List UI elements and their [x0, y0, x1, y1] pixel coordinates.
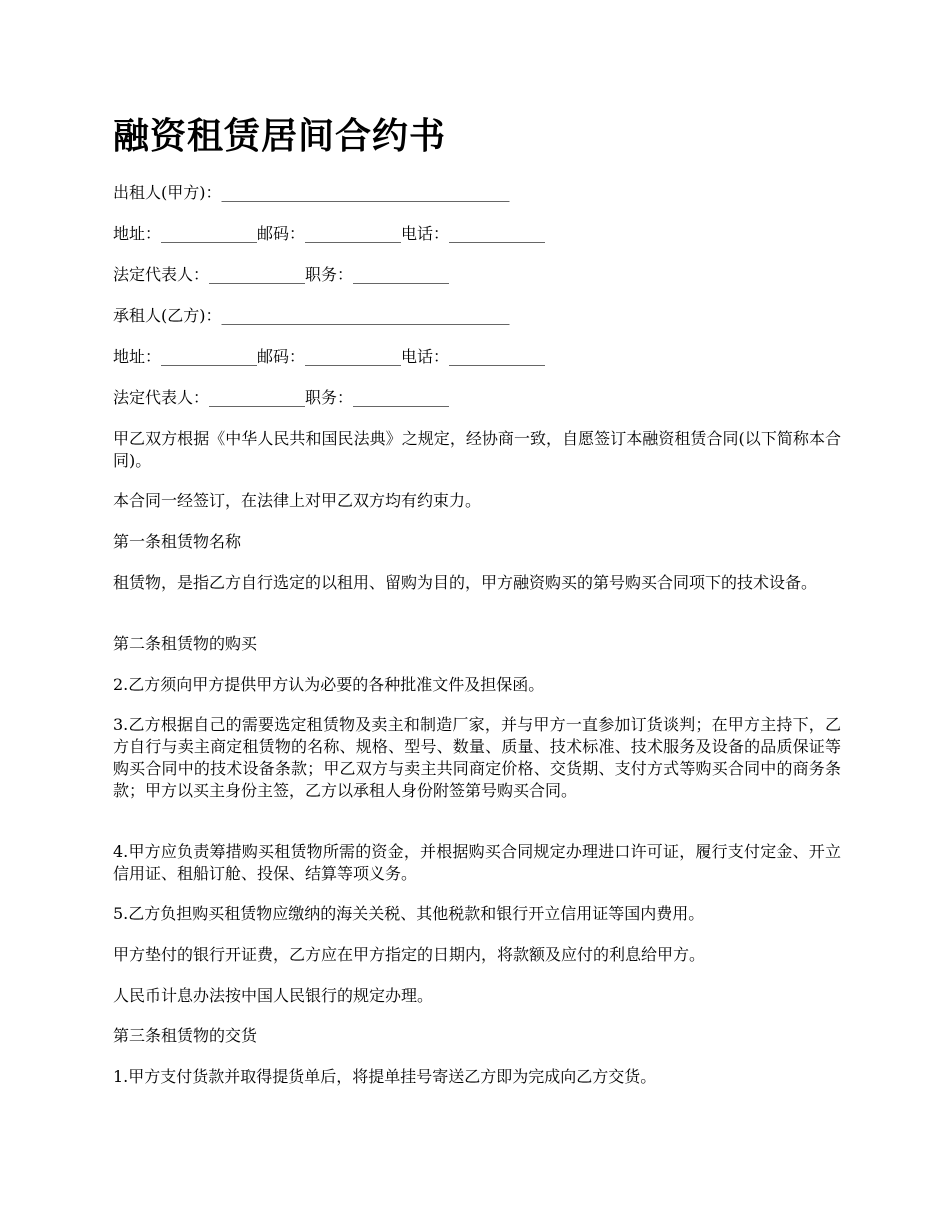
- lessor-line: 出租人(甲方)：____________________________________: [113, 183, 510, 202]
- article-3-heading: 第三条租赁物的交货: [113, 1026, 258, 1045]
- preamble-paragraph: 甲乙双方根据《中华人民共和国民法典》之规定，经协商一致，自愿签订本融资租赁合同(以下简称本合同)。: [113, 429, 841, 470]
- lessee-representative-line: 法定代表人：____________职务：____________: [113, 388, 450, 407]
- article-2-heading: 第二条租赁物的购买: [113, 634, 258, 653]
- article-3-item-1: 1.甲方支付货款并取得提货单后，将提单挂号寄送乙方即为完成向乙方交货。: [113, 1067, 657, 1086]
- article-2-item-5: 5.乙方负担购买租赁物应缴纳的海关关税、其他税款和银行开立信用证等国内费用。: [113, 904, 705, 923]
- article-2-item-4: 4.甲方应负责筹措购买租赁物所需的资金，并根据购买合同规定办理进口许可证，履行支付定金、开立信用证、租船订舱、投保、结算等项义务。: [113, 842, 841, 883]
- lessor-representative-line: 法定代表人：____________职务：____________: [113, 265, 450, 284]
- article-2-item-2: 2.乙方须向甲方提供甲方认为必要的各种批准文件及担保函。: [113, 675, 545, 694]
- lessee-line: 承租人(乙方)：____________________________________: [113, 306, 510, 325]
- article-1-paragraph: 租赁物，是指乙方自行选定的以租用、留购为目的，甲方融资购买的第号购买合同项下的技术设备。: [113, 573, 818, 592]
- lessee-address-line: 地址：____________邮码：____________电话：____________: [113, 347, 546, 366]
- interest-paragraph: 人民币计息办法按中国人民银行的规定办理。: [113, 986, 434, 1005]
- document-title: 融资租赁居间合约书: [113, 115, 447, 157]
- binding-paragraph: 本合同一经签订，在法律上对甲乙双方均有约束力。: [113, 491, 482, 510]
- article-1-heading: 第一条租赁物名称: [113, 532, 242, 551]
- bank-fee-paragraph: 甲方垫付的银行开证费，乙方应在甲方指定的日期内，将款额及应付的利息给甲方。: [113, 945, 706, 964]
- article-2-item-3: 3.乙方根据自己的需要选定租赁物及卖主和制造厂家，并与甲方一直参加订货谈判；在甲方主持下，乙方自行与卖主商定租赁物的名称、规格、型号、数量、质量、技术标准、技术服务及设备的品质保证等购买合同中的技术设备条款；甲乙双方与卖主共同商定价格、交货期、支付方式等购买合同中的商务条款；甲方以买主身份主签，乙方以承租人身份附签第号购买合同。: [113, 715, 841, 800]
- lessor-address-line: 地址：____________邮码：____________电话：____________: [113, 224, 546, 243]
